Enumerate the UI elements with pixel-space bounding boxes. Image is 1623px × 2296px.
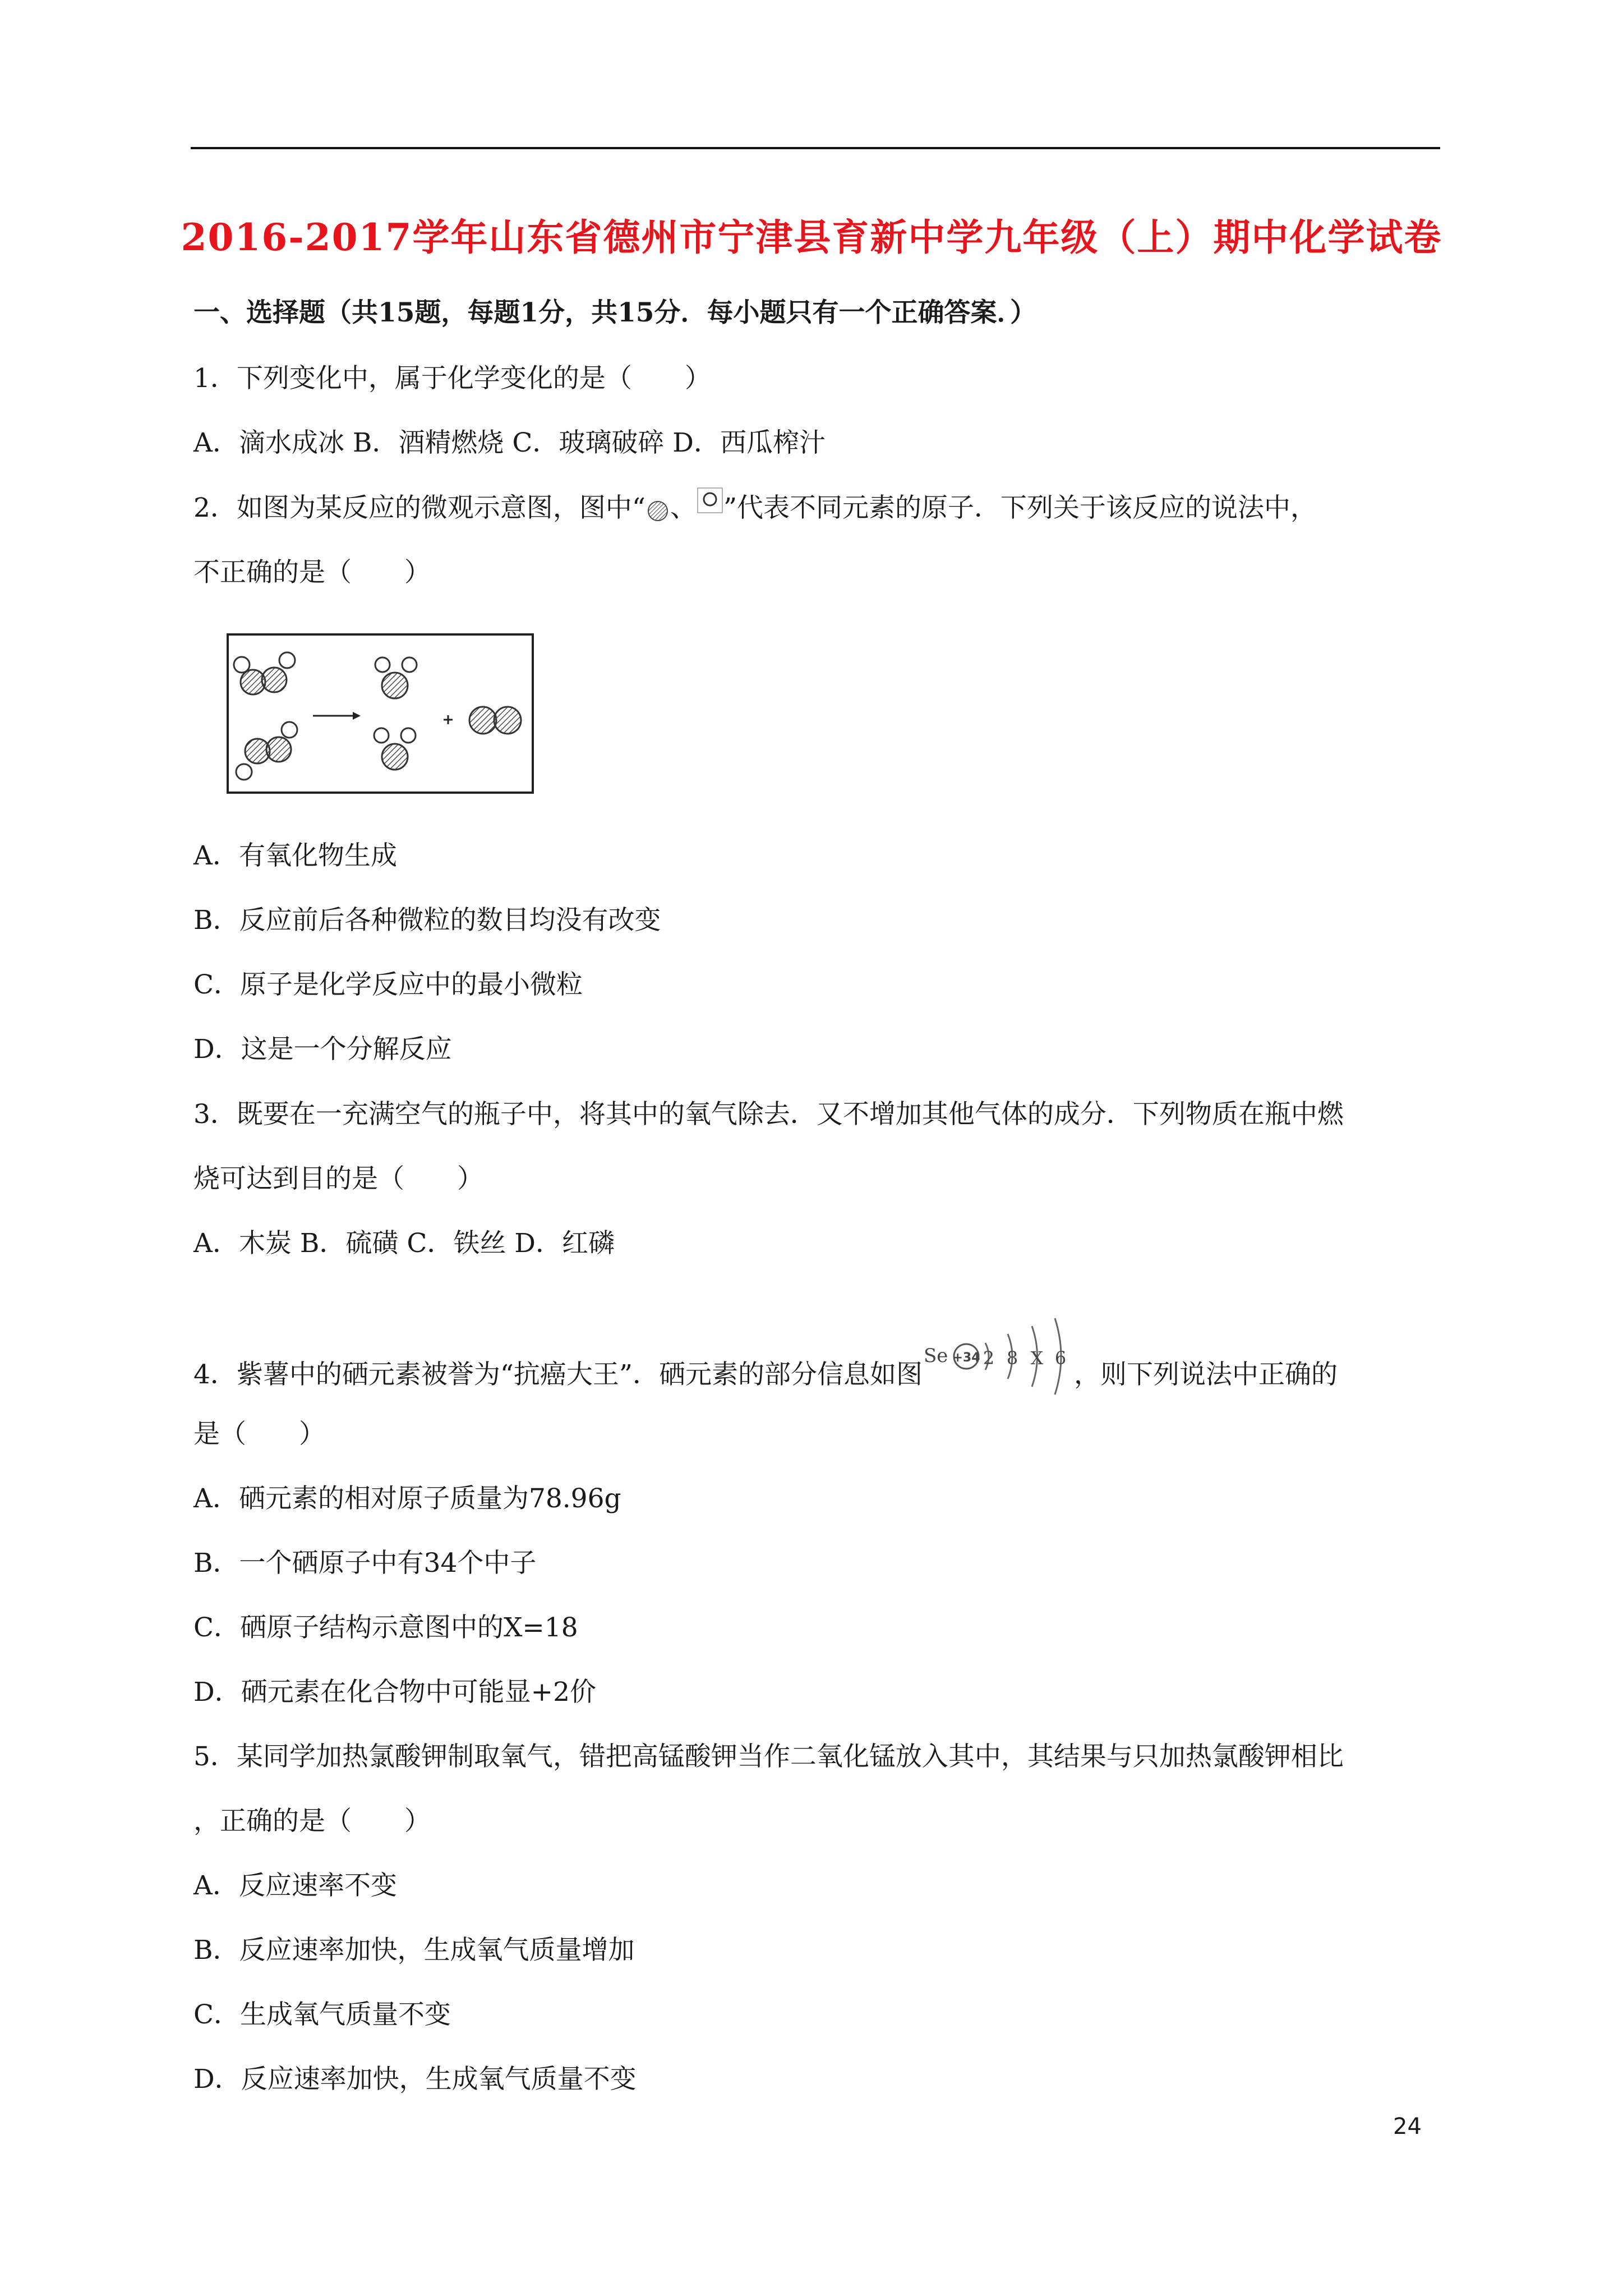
q4-option-c: C．硒原子结构示意图中的X=18 <box>193 1612 578 1643</box>
shell-2-electrons: 8 <box>1006 1347 1018 1369</box>
element-symbol: Se <box>923 1345 948 1367</box>
q4-option-a: A．硒元素的相对原子质量为78.96g <box>193 1483 621 1514</box>
q3-options: A．木炭 B．硫磺 C．铁丝 D．红磷 <box>193 1228 615 1259</box>
q5-option-d: D．反应速率加快，生成氧气质量不变 <box>193 2064 637 2095</box>
q2-stem-line1 <box>193 487 1317 524</box>
section-heading: 一、选择题（共15题，每题1分，共15分．每小题只有一个正确答案．） <box>193 297 1037 328</box>
q2-option-a: A．有氧化物生成 <box>193 840 397 871</box>
q4-stem-line1 <box>193 1310 1338 1406</box>
q2-option-d: D．这是一个分解反应 <box>193 1034 452 1065</box>
q2-option-b: B．反应前后各种微粒的数目均没有改变 <box>193 905 661 936</box>
q2-stem-c: 不正确的是（ ） <box>193 557 431 588</box>
page-number: 24 <box>1393 2114 1422 2139</box>
q5-stem-b: ，正确的是（ ） <box>193 1806 431 1837</box>
shell-3-electrons: X <box>1030 1347 1044 1369</box>
nucleus-charge: +34 <box>952 1351 980 1365</box>
q2-stem-b: ”代表不同元素的原子．下列关于该反应的说法中， <box>723 493 1317 523</box>
q2-option-c: C．原子是化学反应中的最小微粒 <box>193 969 583 1000</box>
header-rule <box>191 147 1440 149</box>
q4-stem-b: ，则下列说法中正确的 <box>1073 1359 1338 1390</box>
shell-4-electrons: 6 <box>1054 1347 1067 1369</box>
q5-stem-a: 5．某同学加热氯酸钾制取氧气，错把高锰酸钾当作二氧化锰放入其中，其结果与只加热氯酸钾相比 <box>193 1741 1344 1772</box>
q4-stem-a: 4．紫薯中的硒元素被誉为“抗癌大王”．硒元素的部分信息如图 <box>193 1359 923 1390</box>
exam-title: 2016-2017学年山东省德州市宁津县育新中学九年级（上）期中化学试卷 <box>181 215 1442 259</box>
q1-options: A．滴水成冰 B．酒精燃烧 C．玻璃破碎 D．西瓜榨汁 <box>193 427 826 458</box>
q1-stem: 1．下列变化中，属于化学变化的是（ ） <box>193 363 711 394</box>
q2-stem-a: 2．如图为某反应的微观示意图，图中“ <box>193 493 645 523</box>
q4-stem-c: 是（ ） <box>193 1419 325 1450</box>
q4-option-b: B．一个硒原子中有34个中子 <box>193 1548 537 1579</box>
q4-option-d: D．硒元素在化合物中可能显+2价 <box>193 1677 596 1708</box>
hollow-atom-icon <box>697 487 723 515</box>
q2-reaction-diagram <box>226 633 534 794</box>
q5-option-c: C．生成氧气质量不变 <box>193 1999 451 2030</box>
q5-option-a: A．反应速率不变 <box>193 1870 397 1901</box>
q2-stem-sep: 、 <box>670 493 697 523</box>
q3-stem-b: 烧可达到目的是（ ） <box>193 1163 483 1194</box>
q5-option-b: B．反应速率加快，生成氧气质量增加 <box>193 1935 635 1966</box>
selenium-atom-structure-diagram <box>923 1310 1074 1406</box>
hatched-atom-icon <box>645 498 670 522</box>
shell-1-electrons: 2 <box>983 1347 995 1369</box>
q3-stem-a: 3．既要在一充满空气的瓶子中，将其中的氧气除去．又不增加其他气体的成分．下列物质在瓶中燃 <box>193 1099 1344 1130</box>
